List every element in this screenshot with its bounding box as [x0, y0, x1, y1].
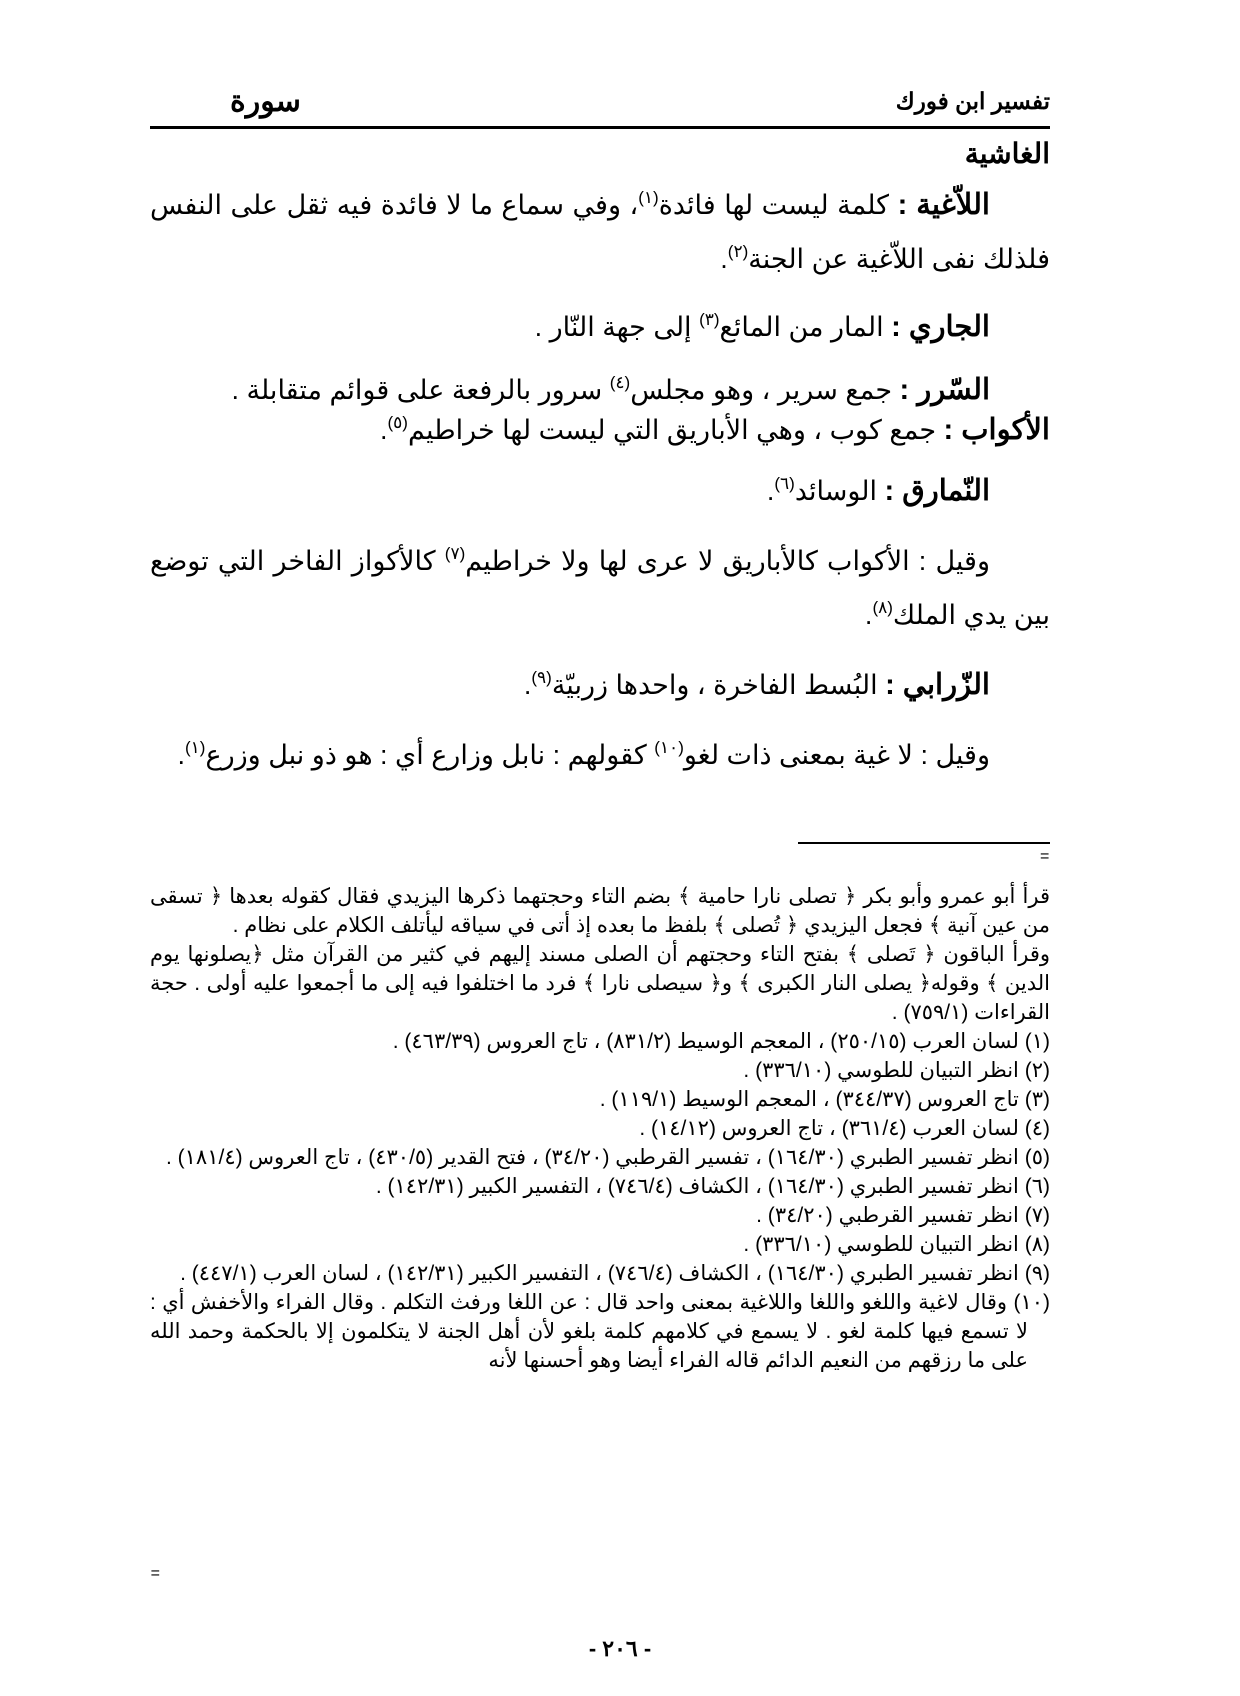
footnote-ref: (٥) — [387, 413, 408, 432]
entry-text: ، وفي سماع ما لا فائدة فيه ثقل على النفس فلذلك نفى اللاّغية عن الجنة — [150, 190, 1050, 274]
entry-term: الأكواب : — [943, 414, 1050, 446]
footnote-continues-mark: = — [150, 1565, 160, 1582]
page-number: - ٢٠٦ - — [588, 1636, 652, 1661]
footnote-ref: (١) — [184, 738, 206, 757]
running-header — [150, 82, 1050, 124]
entry-text: جمع كوب ، وهي الأباريق التي ليست لها خراطيم — [407, 415, 944, 445]
surah-label: سورة — [230, 85, 301, 118]
footnote-item: (٥) انظر تفسير الطبري (١٦٤/٣٠) ، تفسير القرطبي (٣٤/٢٠) ، فتح القدير (٤٣٠/٥) ، تاج العروس (١٨١/٤) . — [165, 1146, 1050, 1169]
footnote-item: (١٠) وقال لاغية واللغو واللغا واللاغية بمعنى واحد قال : عن اللغا ورفث التكلم . وقال الفراء والأخفش أي : لا تسمع فيها كلمة لغو . لا يسمع في كلامهم كلمة بلغو لأن أهل الجنة لا يتكلمون إلا بالحكمة وحمد الله على ما رزقهم من النعيم الدائم قاله الفراء أيضا وهو أحسنها لأنه — [150, 1291, 1050, 1372]
entry-qila-akwab — [150, 534, 1050, 642]
footnote-separator — [798, 842, 1050, 844]
entry-text: كقولهم : نابل وزارع أي : هو ذو نبل وزرع — [205, 740, 655, 770]
footnote-ref: (٦) — [774, 474, 795, 493]
footnote-ref: (٣) — [699, 310, 720, 329]
footnote-item: (٣) تاج العروس (٣٤٤/٣٧) ، المعجم الوسيط (١١٩/١) . — [599, 1088, 1050, 1111]
footnote-item: (٩) انظر تفسير الطبري (١٦٤/٣٠) ، الكشاف (٧٤٦/٤) ، التفسير الكبير (١٤٢/٣١) ، لسان العرب (٤٤٧/١) . — [180, 1262, 1050, 1285]
footnote-ref: (١) — [638, 188, 659, 207]
entry-term: الجاري : — [891, 311, 990, 343]
entry-text: الوسائد — [794, 476, 885, 506]
footnote-item: قرأ أبو عمرو وأبو بكر ﴿ تصلى نارا حامية ﴾ بضم التاء وحجتهما ذكرها اليزيدي فقال كقوله بعدها ﴿ تسقى من عين آنية ﴾ فجعل اليزيدي ﴿ تُصلى ﴾ بلفظ ما بعده إذ أتى في سياقه ليأتلف الكلام على نظام . — [150, 885, 1050, 937]
footnote-ref: (٨) — [872, 598, 893, 617]
entry-text: . — [864, 600, 873, 630]
footnote-item: (٢) انظر التبيان للطوسي (٣٣٦/١٠) . — [743, 1059, 1050, 1082]
entry-text: كلمة ليست لها فائدة — [658, 190, 898, 220]
footnote-item: (٤) لسان العرب (٣٦١/٤) ، تاج العروس (١٤/١٢) . — [639, 1117, 1050, 1140]
entry-text: . — [720, 244, 728, 274]
entry-akwab — [150, 410, 1050, 450]
entry-text: سرور بالرفعة على قوائم متقابلة . — [231, 375, 610, 405]
footnote-ref: (٤) — [609, 373, 631, 392]
footnote-ref: (١٠) — [654, 738, 684, 757]
footnotes — [150, 882, 1050, 1375]
entry-text: . — [766, 476, 775, 506]
entry-text: وقيل : الأكواب كالأباريق لا عرى لها ولا خراطيم — [465, 546, 991, 576]
book-title: تفسير ابن فورك — [895, 88, 1050, 114]
entry-term: اللاّغية : — [897, 189, 990, 221]
entry-qila-laghiya — [150, 728, 1050, 782]
entry-text: إلى جهة النّار . — [534, 312, 700, 342]
entry-surur — [150, 370, 1050, 410]
entry-text: . — [379, 415, 388, 445]
entry-jari — [150, 300, 1050, 354]
entry-term: النّمارق : — [884, 475, 990, 507]
entry-text: وقيل : لا غية بمعنى ذات لغو — [683, 740, 990, 770]
footnote-item: (١) لسان العرب (٢٥٠/١٥) ، المعجم الوسيط (٨٣١/٢) ، تاج العروس (٤٦٣/٣٩) . — [392, 1030, 1050, 1053]
entry-text: كالأكواز الفاخر التي توضع بين يدي الملك — [150, 546, 1050, 630]
entry-namariq — [150, 464, 1050, 518]
footnote-item: (٦) انظر تفسير الطبري (١٦٤/٣٠) ، الكشاف (٧٤٦/٤) ، التفسير الكبير (١٤٢/٣١) . — [375, 1175, 1050, 1198]
entry-text: . — [523, 670, 532, 700]
entry-term: السّرر : — [899, 374, 990, 406]
entry-text: جمع سرير ، وهو مجلس — [630, 375, 900, 405]
entry-text: البُسط الفاخرة ، واحدها زربيّة — [551, 670, 886, 700]
entry-text: . — [177, 740, 185, 770]
header-rule — [150, 126, 1050, 129]
footnote-item: (٨) انظر التبيان للطوسي (٣٣٦/١٠) . — [743, 1233, 1050, 1256]
entry-laghiya — [150, 178, 1050, 286]
entry-term: الزّرابي : — [885, 669, 990, 701]
footnote-item: وقرأ الباقون ﴿ تَصلى ﴾ بفتح التاء وحجتهم أن الصلى مسند إليهم في كثير من القرآن مثل ﴿يصلونها يوم الدين ﴾ وقوله﴿ يصلى النار الكبرى ﴾ و﴿ سيصلى نارا ﴾ فرد ما اختلفوا فيه إلى ما أجمعوا عليه أولى . حجة القراءات (٧٥٩/١) . — [150, 943, 1050, 1024]
entry-zarabi — [150, 658, 1050, 712]
footnote-ref: (٧) — [444, 544, 466, 563]
footnote-item: (٧) انظر تفسير القرطبي (٣٤/٢٠) . — [756, 1204, 1050, 1227]
entry-text: المار من المائع — [719, 312, 892, 342]
main-text — [150, 134, 1050, 782]
footnote-continuation-mark: = — [1040, 848, 1050, 865]
footnote-ref: (٩) — [531, 668, 552, 687]
footnote-ref: (٢) — [727, 242, 749, 261]
surah-name: الغاشية — [964, 138, 1050, 169]
